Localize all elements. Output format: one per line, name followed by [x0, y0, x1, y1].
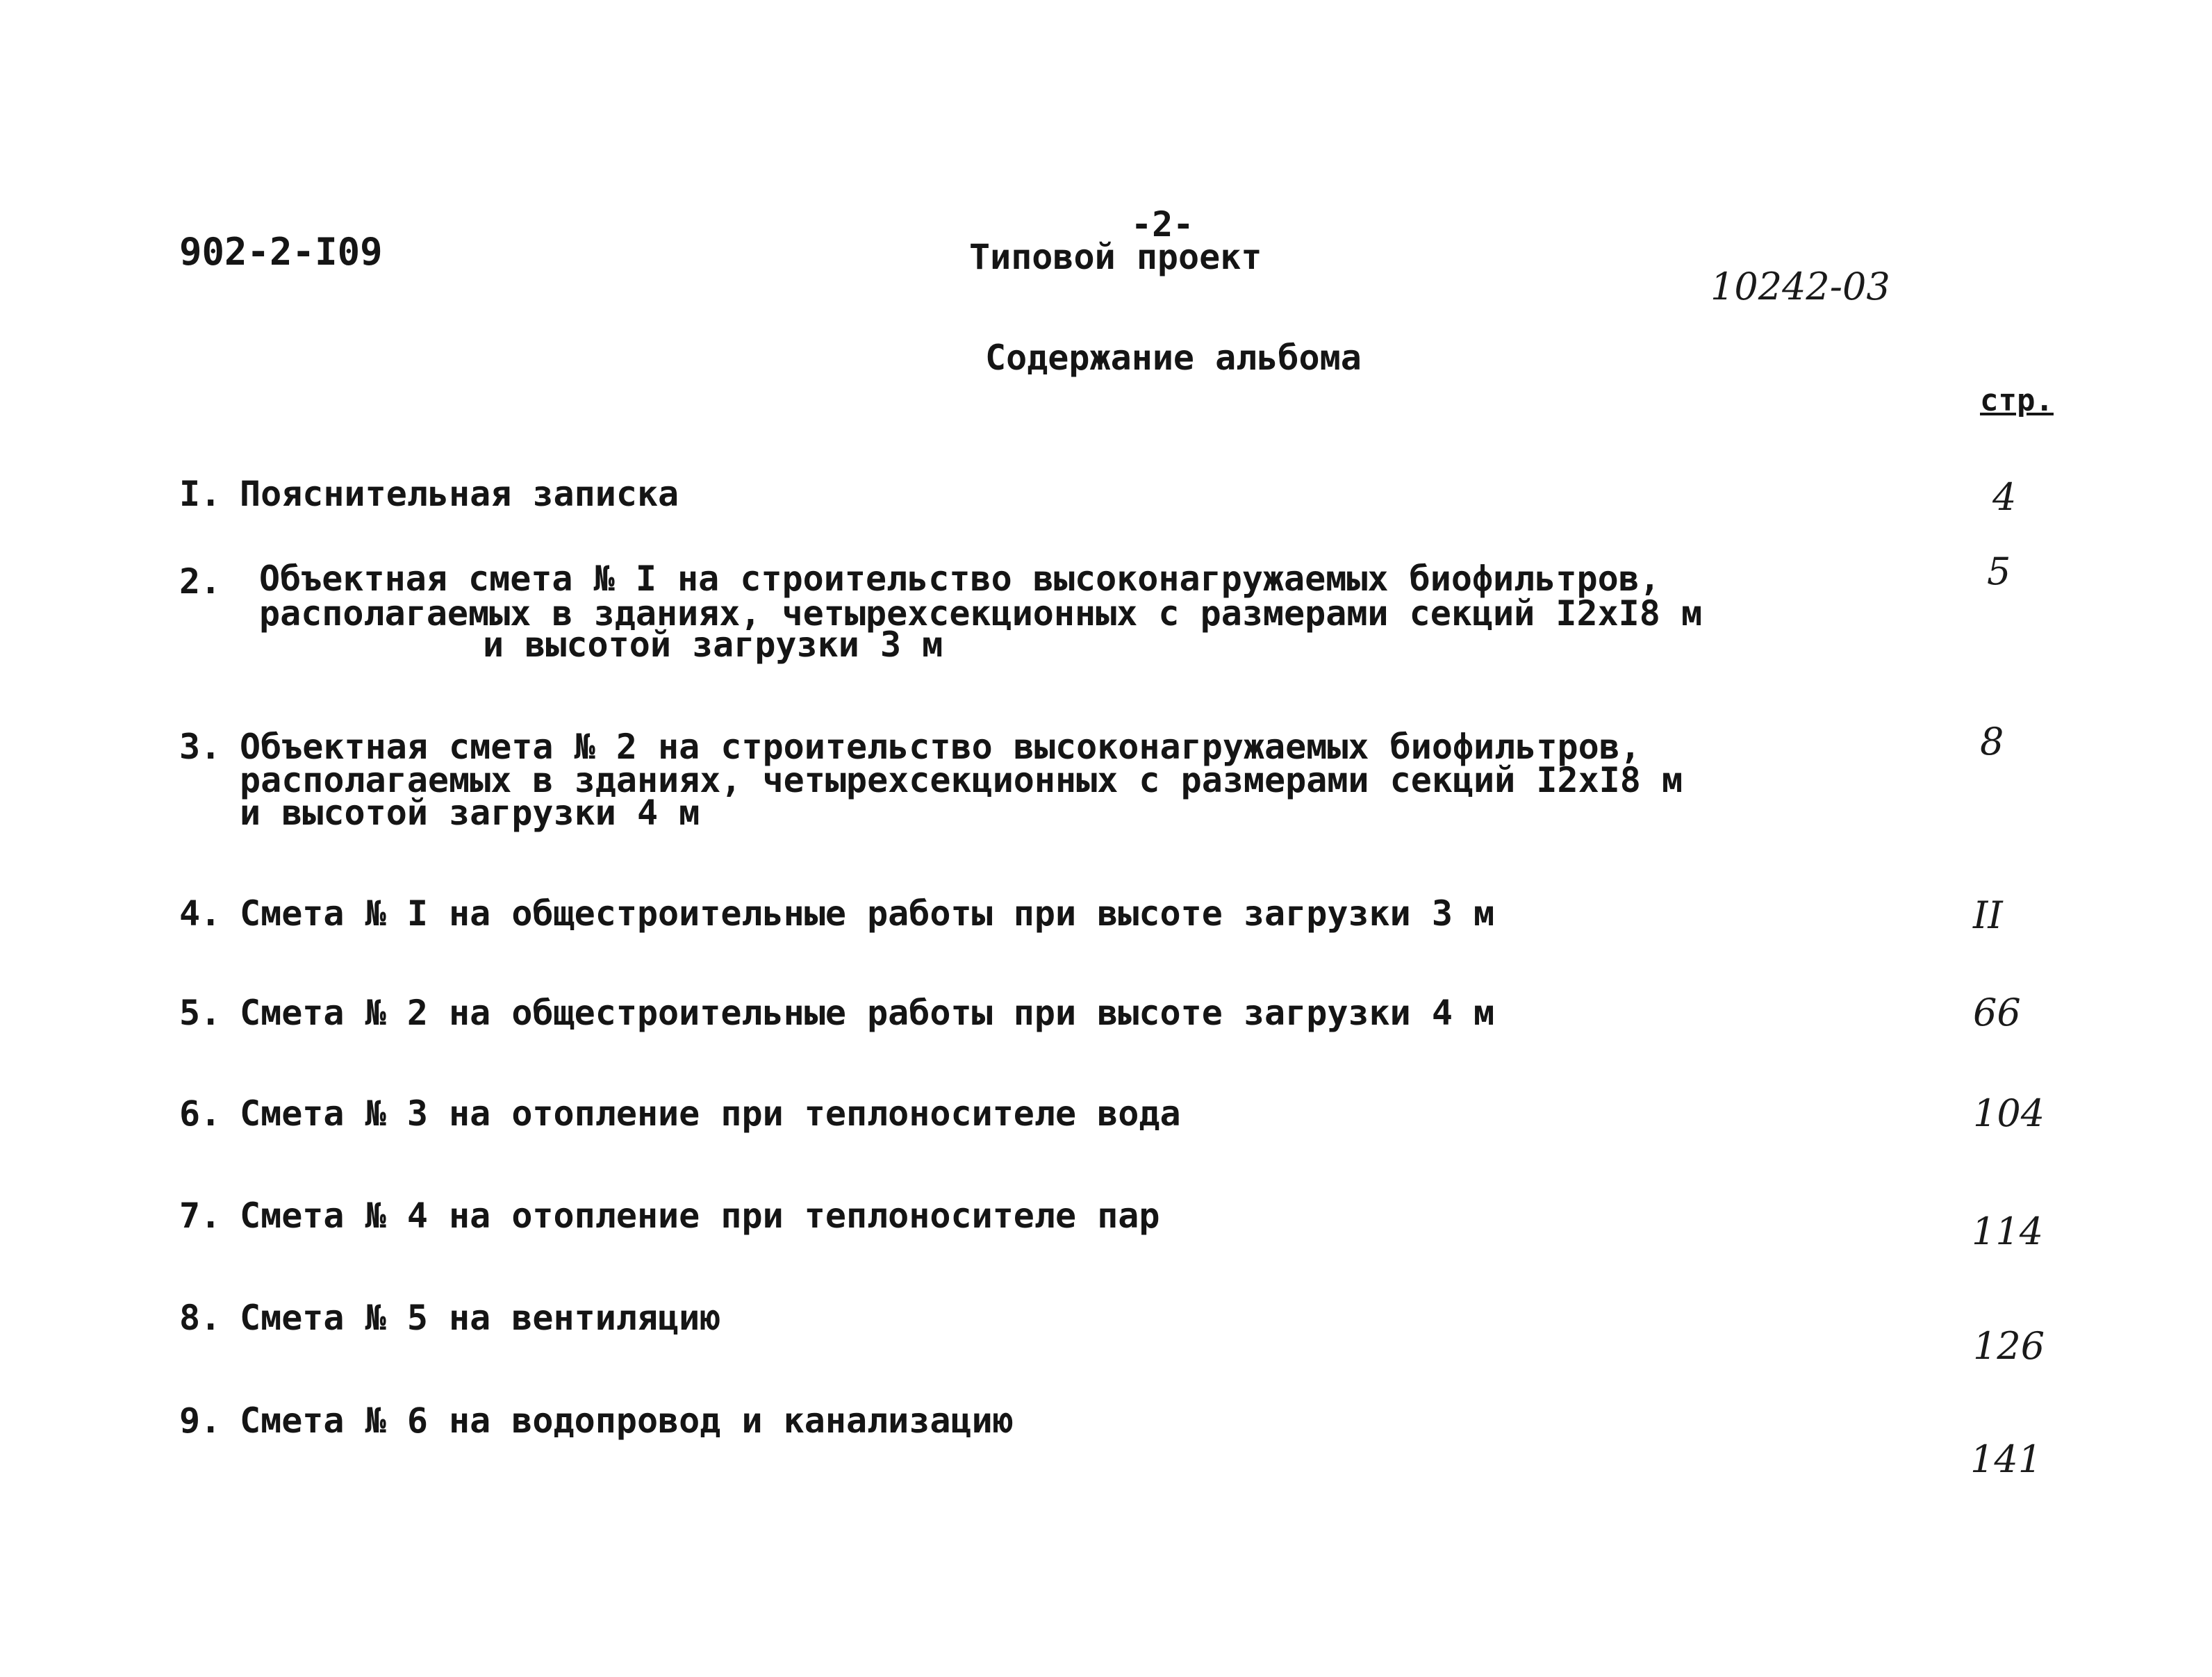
entry-page: II [1973, 893, 2003, 937]
entry-text: Смета № I на общестроительные работы при высоте загрузки 3 м [240, 893, 1495, 934]
entry-page: 126 [1973, 1324, 2045, 1368]
entry-page: 66 [1973, 991, 2021, 1034]
page-column-header: стр. [1980, 383, 2054, 418]
entry-number: 4. [179, 893, 222, 934]
album-title: Содержание альбома [985, 338, 1362, 378]
entry-text: Смета № 3 на отопление при теплоносителе вода [240, 1093, 1181, 1134]
entry-number: 5. [179, 993, 222, 1033]
entry-text-line: располагаемых в зданиях, четырехсекционных с размерами секций I2xI8 м [259, 593, 1703, 634]
entry-page: 104 [1973, 1091, 2045, 1135]
entry-text: Смета № 4 на отопление при теплоносителе пар [240, 1196, 1160, 1236]
entry-text-line: Объектная смета № I на строительство высоконагружаемых биофильтров, [259, 559, 1660, 599]
entry-text: Пояснительная записка [240, 474, 679, 514]
doc-code: 902-2-I09 [179, 230, 383, 274]
entry-text: Смета № 6 на водопровод и канализацию [240, 1401, 1014, 1441]
entry-number: I. [179, 474, 222, 514]
entry-number: 2. [179, 561, 222, 602]
entry-page: 4 [1992, 475, 2017, 519]
entry-page: 141 [1970, 1437, 2042, 1481]
project-type: Типовой проект [969, 237, 1262, 277]
entry-text-line: и высотой загрузки 3 м [483, 625, 943, 665]
entry-page: 8 [1980, 720, 2004, 763]
entry-number: 8. [179, 1298, 222, 1338]
entry-text-line: и высотой загрузки 4 м [240, 793, 700, 833]
entry-page: 114 [1972, 1209, 2044, 1253]
entry-text: Смета № 5 на вентиляцию [240, 1298, 721, 1338]
entry-number: 7. [179, 1196, 222, 1236]
entry-number: 3. [179, 727, 222, 767]
entry-text-line: Объектная смета № 2 на строительство высоконагружаемых биофильтров, [240, 727, 1641, 767]
entry-text: Смета № 2 на общестроительные работы при высоте загрузки 4 м [240, 993, 1495, 1033]
entry-number: 9. [179, 1401, 222, 1441]
entry-page: 5 [1987, 550, 2011, 593]
page-number: -2- [1131, 204, 1194, 245]
register-code-handwritten: 10242-03 [1710, 265, 1890, 308]
entry-number: 6. [179, 1093, 222, 1134]
entry-text-line: располагаемых в зданиях, четырехсекционных с размерами секций I2xI8 м [240, 760, 1683, 800]
